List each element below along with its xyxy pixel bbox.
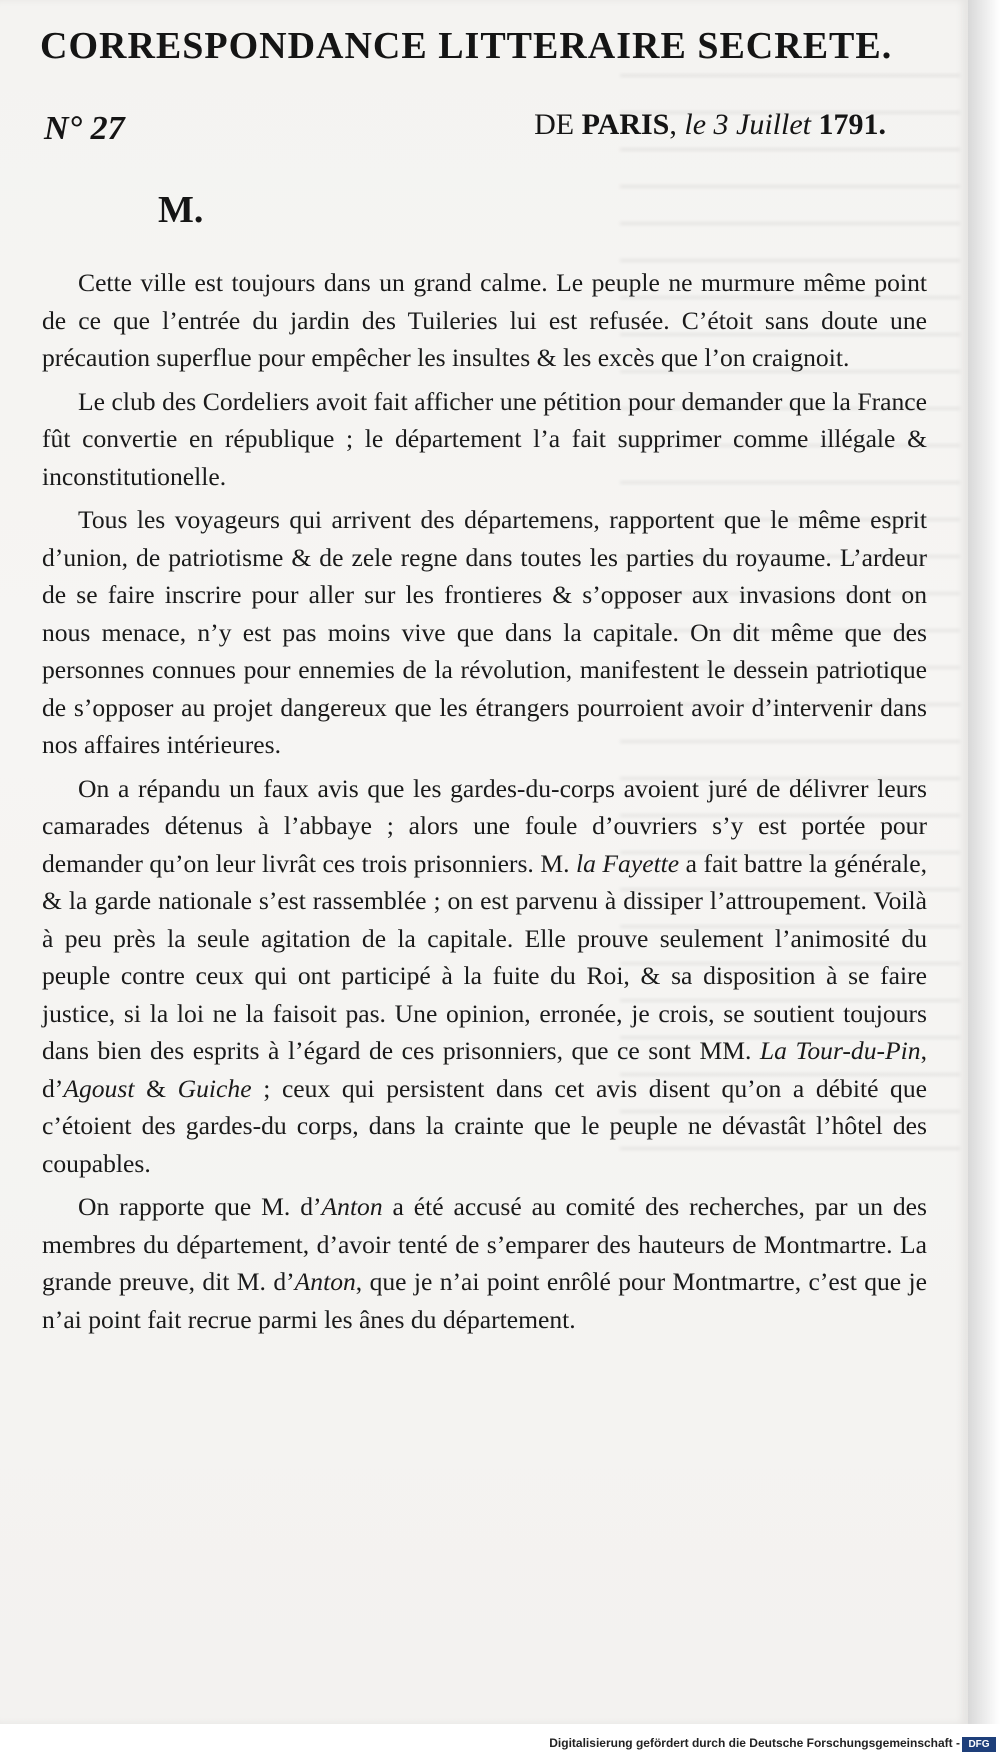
name-anton-2: Anton xyxy=(294,1267,356,1296)
dateline-prefix: DE xyxy=(534,108,575,141)
name-la-tour-du-pin: La Tour-du-Pin xyxy=(759,1036,921,1065)
dfg-logo: DFG xyxy=(962,1737,996,1752)
paragraph-5-text-2: a été accusé au comité des recherches, par un des membres du département, d’avoir tenté de s’emparer des hauteurs de Montmartre. La grande preuve, dit M. d’ xyxy=(42,1192,927,1296)
name-guiche: Guiche xyxy=(177,1073,252,1103)
paragraph-4 xyxy=(42,770,927,1183)
paragraph-3: Tous les voyageurs qui arrivent des départemens, rapportent que le même esprit d’union, de patriotisme & de zele regne dans toutes les parties du royaume. L’ardeur de se faire inscrire pour aller sur les frontieres & s’opposer aux invasions dont on nous menace, n’y est pas moins vive que dans la capitale. On dit même que des personnes connues pour ennemies de la révolution, manifestent le dessein patriotique de s’opposer au projet dangereux que les étrangers pourroient avoir d’intervenir dans nos affaires intérieures. xyxy=(42,505,927,759)
paragraph-5-text-1: On rapporte que M. d’ xyxy=(78,1192,322,1221)
name-agoust: Agoust xyxy=(63,1073,135,1103)
digitization-credit: Digitalisierung gefördert durch die Deutsche Forschungsgemeinschaft - xyxy=(549,1736,960,1750)
article-body xyxy=(42,264,927,1344)
dateline-place: PARIS xyxy=(581,108,670,141)
dateline-year: 1791. xyxy=(818,108,886,141)
dateline-date: le 3 Juillet xyxy=(684,108,811,141)
name-la-fayette: la Fayette xyxy=(576,848,680,878)
issue-number: N° 27 xyxy=(44,110,125,147)
name-anton: Anton xyxy=(321,1192,383,1221)
paragraph-4-text-3: , d’ xyxy=(42,1036,927,1103)
masthead-title: CORRESPONDANCE LITTERAIRE SECRETE. xyxy=(40,25,893,67)
salutation: M. xyxy=(158,189,204,231)
paragraph-4-text-5: ; ceux qui persistent dans cet avis disent qu’on a débité que c’étoient des gardes-du corps, dans la crainte que le peuple ne dévastât l’hôtel des coupables. xyxy=(42,1073,928,1178)
paragraph-4-text-2: a fait battre la générale, & la garde nationale s’est rassemblée ; on est parvenu à dissiper l’attroupement. Voilà à peu près la seule agitation de la capitale. Elle prouve seulement l’animosité du peuple contre ceux qui ont participé à la fuite du Roi, & sa disposition à se faire justice, si la loi ne la faisoit pas. Une opinion, erronée, je crois, se soutient toujours dans bien des esprits à l’égard de ces prisonniers, que ce sont MM. xyxy=(42,848,927,1065)
paragraph-1: Cette ville est toujours dans un grand calme. Le peuple ne murmure même point de ce que l’entrée du jardin des Tuileries lui est refusée. C’étoit sans doute une précaution superflue pour empêcher les insultes & les excès que l’on craignoit. xyxy=(42,268,927,372)
paragraph-5-text-3: , que je n’ai point enrôlé pour Montmartre, c’est que je n’ai point fait recrue parmi les ânes du département. xyxy=(42,1267,927,1334)
paragraph-4-text-1: On a répandu un faux avis que les gardes-du-corps avoient juré de délivrer leurs camarades détenus à l’abbaye ; alors une foule d’ouvriers s’y est portée pour demander qu’on leur livrât ces trois prisonniers. M. xyxy=(42,773,927,878)
paragraph-2: Le club des Cordeliers avoit fait afficher une pétition pour demander que la France fût convertie en république ; le département l’a fait supprimer comme illégale & inconstitutionelle. xyxy=(42,386,927,491)
dateline: DE PARIS, le 3 Juillet 1791. xyxy=(534,108,886,141)
paragraph-5 xyxy=(42,1188,927,1338)
paragraph-4-text-4: & xyxy=(146,1073,166,1103)
page-edge-shadow xyxy=(968,0,1000,1724)
